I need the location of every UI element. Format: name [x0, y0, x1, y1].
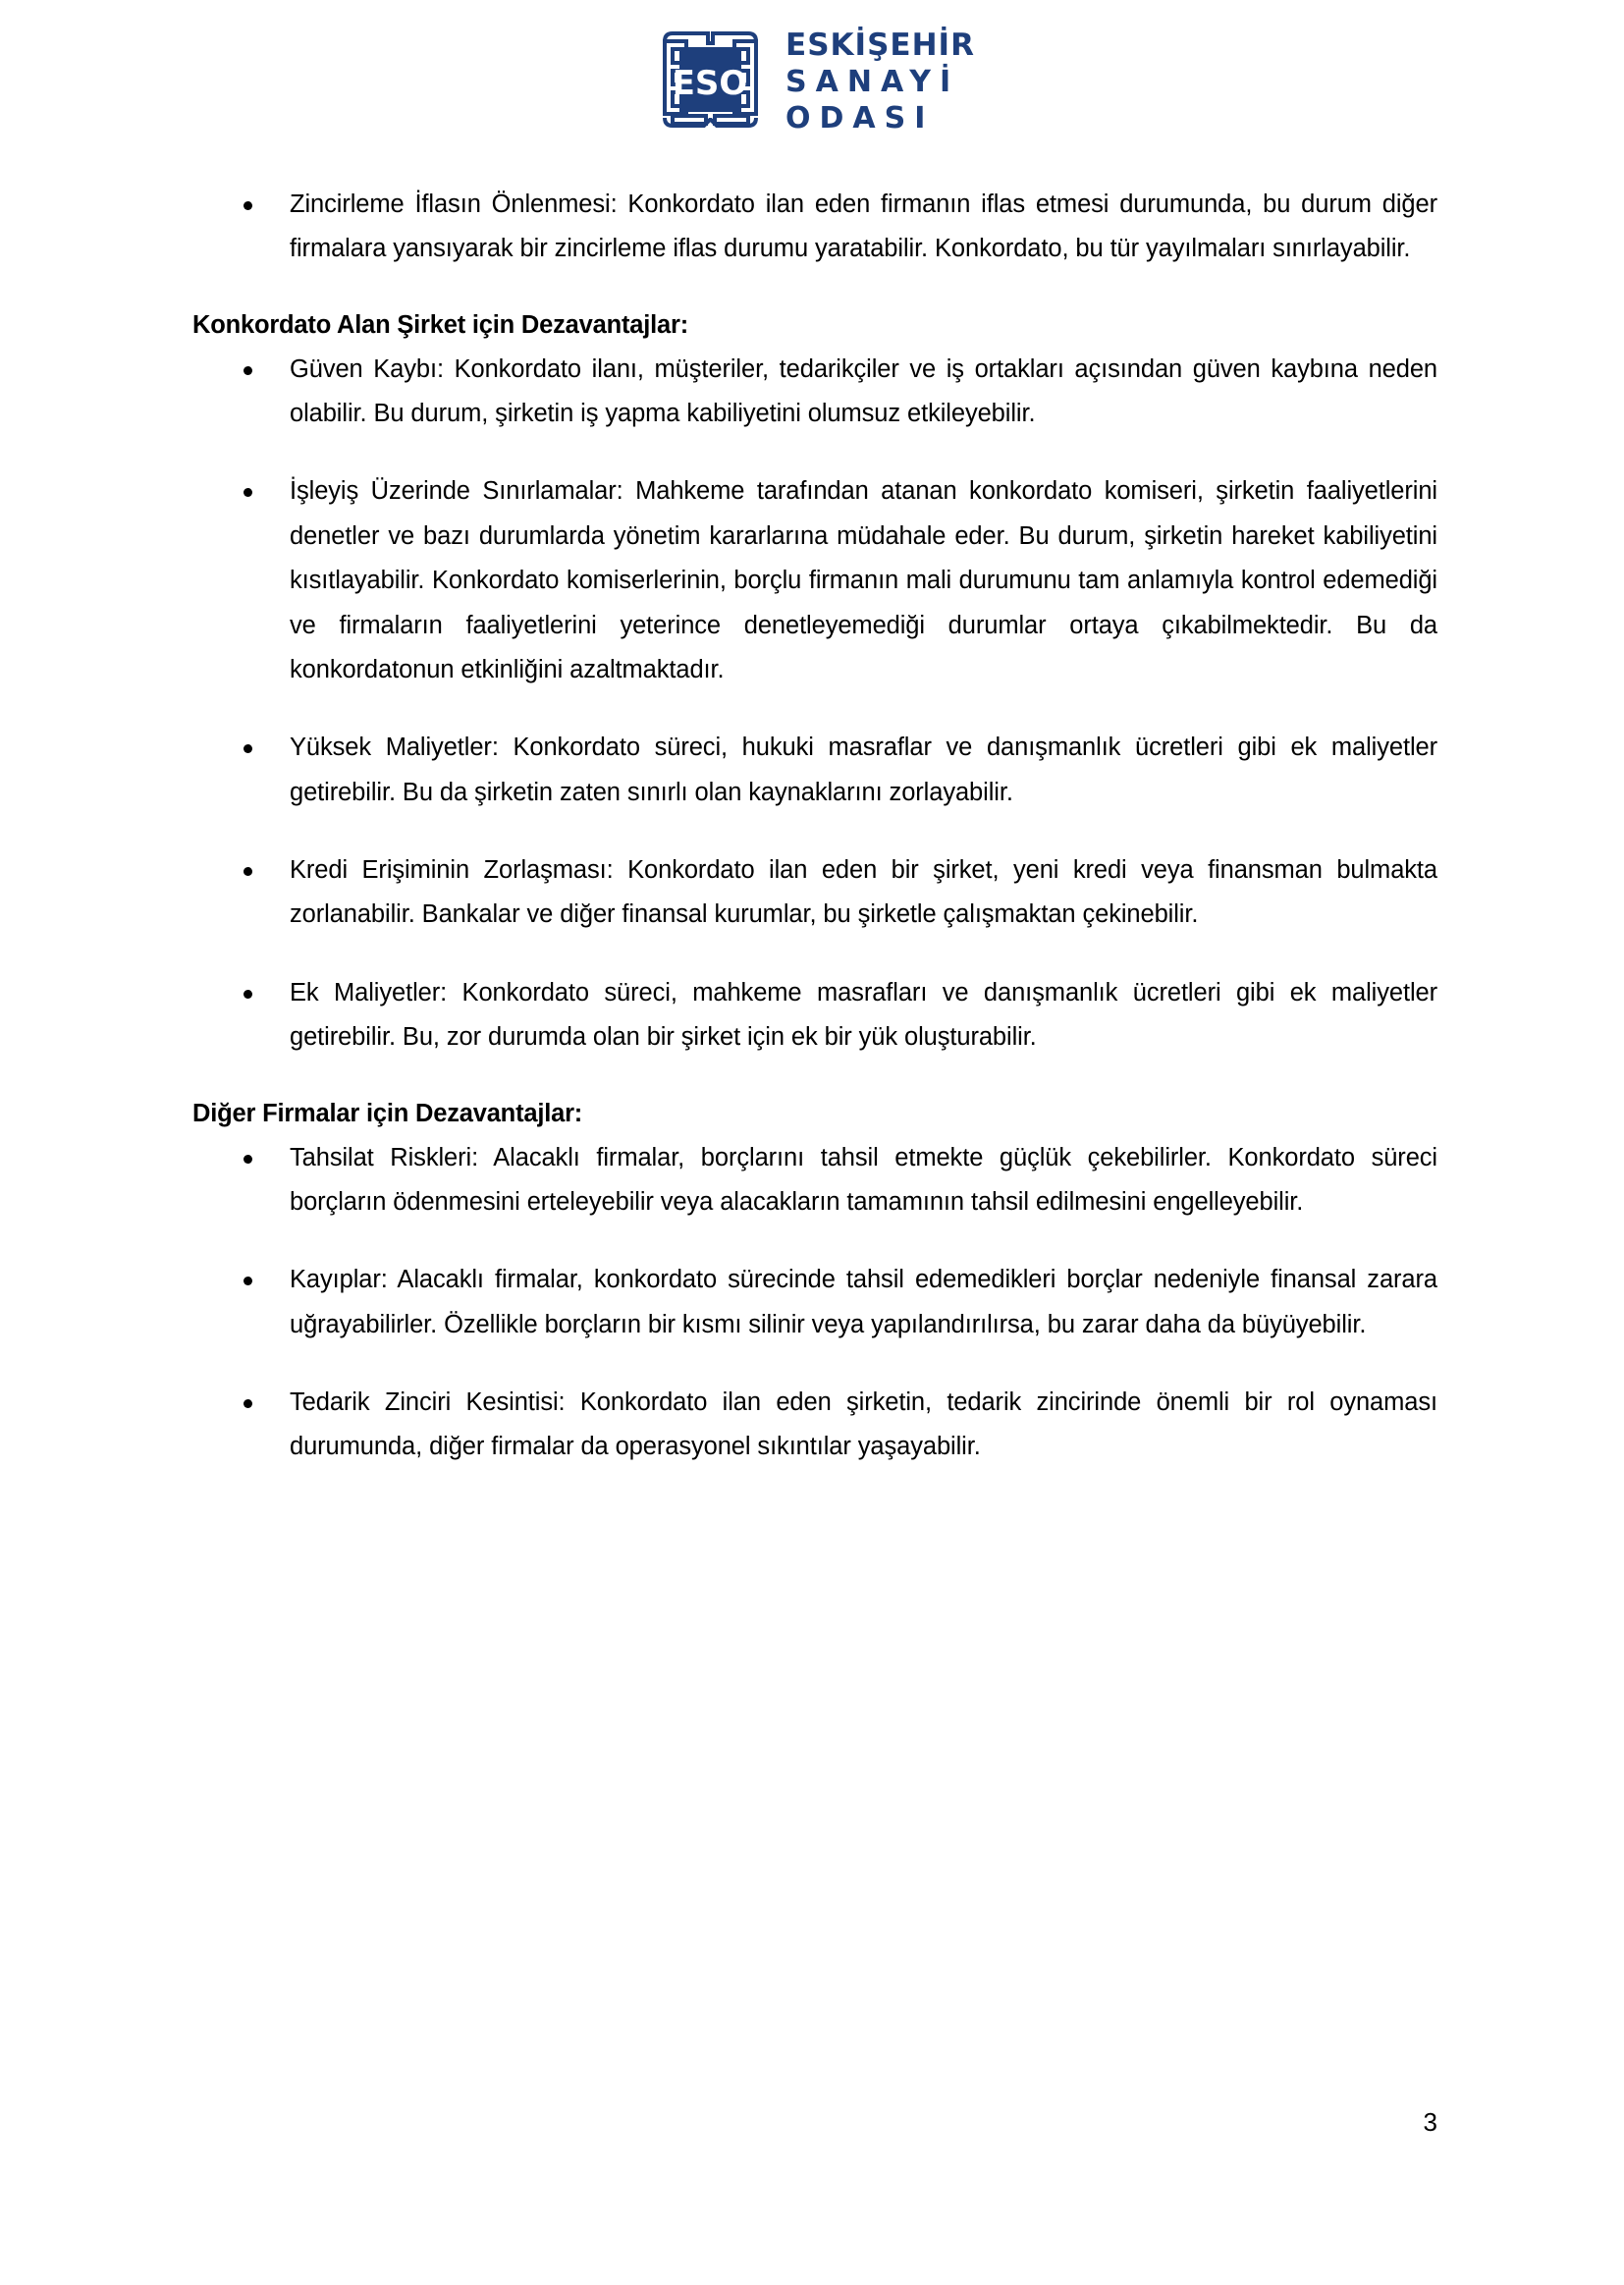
list-item — [192, 1381, 1437, 1470]
page-header — [0, 22, 1624, 137]
list-item — [192, 1136, 1437, 1225]
logo-name-line-1: ESKİŞEHİR — [785, 27, 975, 63]
section-heading: Konkordato Alan Şirket için Dezavantajlar: — [192, 310, 689, 339]
list-item — [192, 848, 1437, 938]
section-bullet-list — [192, 348, 1437, 1061]
list-item — [192, 469, 1437, 692]
list-item-text: Ek Maliyetler: Konkordato süreci, mahkeme masrafları ve danışmanlık ücretleri gibi ek maliyetler getirebilir. Bu, zor durumda olan bir şirket için ek bir yük oluşturabilir. — [290, 978, 1437, 1052]
page-number: 3 — [1423, 2107, 1437, 2137]
list-item — [192, 348, 1437, 437]
list-item-text: Yüksek Maliyetler: Konkordato süreci, hukuki masraflar ve danışmanlık ücretleri gibi ek maliyetler getirebilir. Bu da şirketin zaten sınırlı olan kaynaklarını zorlayabilir. — [290, 734, 1437, 806]
list-item — [192, 1258, 1437, 1347]
eso-logo — [649, 22, 975, 137]
list-item — [192, 183, 1437, 272]
list-item — [192, 726, 1437, 815]
list-item-text: Zincirleme İflasın Önlenmesi: Konkordato ilan eden firmanın iflas etmesi durumunda, bu durum diğer firmalara yansıyarak bir zincirleme iflas durumu yaratabilir. Konkordato, bu tür yayılmaları sınırlayabilir. — [290, 190, 1437, 263]
section-konkordato-alan-sirket — [192, 307, 1437, 1061]
section-bullet-list — [192, 1136, 1437, 1470]
list-item-text: Tedarik Zinciri Kesintisi: Konkordato ilan eden şirketin, tedarik zincirinde önemli bir rol oynaması durumunda, diğer firmalar da operasyonel sıkıntılar yaşayabilir. — [290, 1388, 1437, 1461]
eso-logo-wordmark — [785, 27, 975, 134]
intro-bullet-list — [192, 183, 1437, 272]
list-item — [192, 971, 1437, 1061]
section-diger-firmalar — [192, 1096, 1437, 1470]
eso-book-logo-icon — [649, 22, 772, 137]
logo-name-line-3: ODASI — [785, 100, 935, 136]
list-item-text: Kredi Erişiminin Zorlaşması: Konkordato ilan eden bir şirket, yeni kredi veya finansman bulmakta zorlanabilir. Bankalar ve diğer finansal kurumlar, bu şirketle çalışmaktan çekinebilir. — [290, 856, 1437, 929]
document-body — [192, 183, 1437, 1470]
logo-name-line-2: SANAYİ — [785, 64, 960, 99]
list-item-text: Kayıplar: Alacaklı firmalar, konkordato sürecinde tahsil edemedikleri borçlar nedeniyle finansal zarara uğrayabilirler. Özellikle borçların bir kısmı silinir veya yapılandırılırsa, bu zarar daha da büyüyebilir. — [290, 1266, 1437, 1338]
eso-badge-text: ESO — [672, 64, 748, 103]
section-heading: Diğer Firmalar için Dezavantajlar: — [192, 1099, 583, 1127]
list-item-text: İşleyiş Üzerinde Sınırlamalar: Mahkeme tarafından atanan konkordato komiseri, şirketin faaliyetlerini denetler ve bazı durumlarda yönetim kararlarına müdahale eder. Bu durum, şirketin hareket kabiliyetini kısıtlayabilir. Konkordato komiserlerinin, borçlu firmanın mali durumunu tam anlamıyla kontrol edemediği ve firmaların faaliyetlerini yeterince denetleyemediği durumlar ortaya çıkabilmektedir. Bu da konkordatonun etkinliğini azaltmaktadır. — [290, 477, 1437, 683]
list-item-text: Tahsilat Riskleri: Alacaklı firmalar, borçlarını tahsil etmekte güçlük çekebilirler. Konkordato süreci borçların ödenmesini erteleyebilir veya alacakların tamamının tahsil edilmesini engelleyebilir. — [290, 1143, 1437, 1216]
list-item-text: Güven Kaybı: Konkordato ilanı, müşteriler, tedarikçiler ve iş ortakları açısından güven kaybına neden olabilir. Bu durum, şirketin iş yapma kabiliyetini olumsuz etkileyebilir. — [290, 354, 1437, 428]
